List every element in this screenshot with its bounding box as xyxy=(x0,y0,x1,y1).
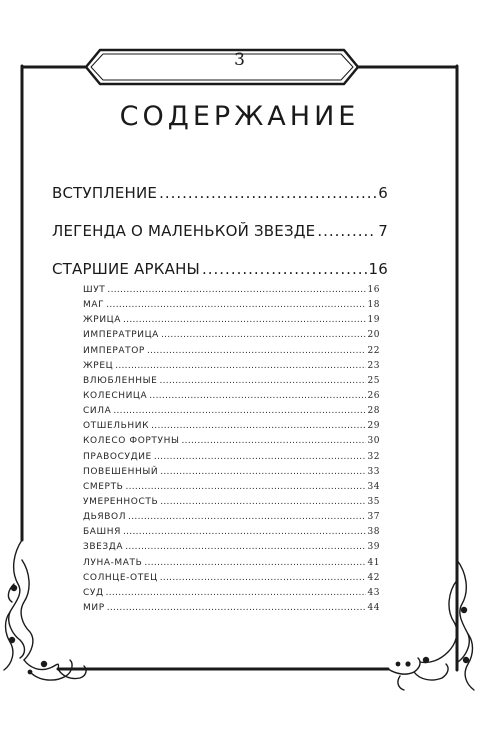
toc-arcana-list xyxy=(83,284,380,617)
toc-subentry[interactable] xyxy=(83,329,380,344)
toc-subentry[interactable] xyxy=(83,405,380,420)
toc-entry-introduction[interactable] xyxy=(52,183,388,221)
toc-subentry-page: 34 xyxy=(367,481,380,492)
toc-subentry-page: 26 xyxy=(367,390,380,401)
toc-subentry-label: ЖРИЦА xyxy=(83,315,121,326)
dot-leader xyxy=(106,299,365,311)
toc-subentry[interactable] xyxy=(83,314,380,329)
toc-entry-label: СТАРШИЕ АРКАНЫ xyxy=(52,260,200,278)
toc-subentry-label: ПОВЕШЕННЫЙ xyxy=(83,466,159,477)
toc-subentry-page: 22 xyxy=(367,345,380,356)
toc-subentry[interactable] xyxy=(83,375,380,390)
toc-subentry-page: 25 xyxy=(367,375,380,386)
toc-subentry-label: ЛУНА-МАТЬ xyxy=(83,557,143,568)
toc-subentry-label: МИР xyxy=(83,602,105,613)
toc-subentry-page: 30 xyxy=(367,436,380,447)
dot-leader xyxy=(147,345,366,357)
toc-subentry-page: 35 xyxy=(367,496,380,507)
toc-subentry-label: МАГ xyxy=(83,300,105,311)
toc-subentry-label: КОЛЕСНИЦА xyxy=(83,390,148,401)
toc-entry-label: ЛЕГЕНДА О МАЛЕНЬКОЙ ЗВЕЗДЕ xyxy=(52,222,316,240)
toc-subentry[interactable] xyxy=(83,511,380,526)
toc-subentry[interactable] xyxy=(83,466,380,481)
toc-subentry-label: ЗВЕЗДА xyxy=(83,542,124,553)
toc-entry-page: 6 xyxy=(378,184,388,202)
toc-subentry-page: 28 xyxy=(367,406,380,417)
dot-leader xyxy=(107,284,365,296)
toc-subentry[interactable] xyxy=(83,481,380,496)
toc-subentry-page: 29 xyxy=(367,421,380,432)
toc-subentry-page: 42 xyxy=(367,572,380,583)
toc-subentry[interactable] xyxy=(83,451,380,466)
dot-leader xyxy=(182,435,366,447)
toc-subentry-page: 39 xyxy=(367,542,380,553)
dot-leader xyxy=(161,329,366,341)
dot-leader xyxy=(317,221,376,241)
dot-leader xyxy=(106,587,366,599)
dot-leader xyxy=(151,420,365,432)
dot-leader xyxy=(125,541,365,553)
toc-subentry[interactable] xyxy=(83,420,380,435)
toc-subentry-label: ШУТ xyxy=(83,285,106,295)
toc-subentry[interactable] xyxy=(83,602,380,617)
bottom-left-ornament xyxy=(4,540,86,680)
toc-subentry[interactable] xyxy=(83,526,380,541)
bottom-right-ornament xyxy=(388,560,474,690)
toc-subentry-label: КОЛЕСО ФОРТУНЫ xyxy=(83,436,180,447)
toc-subentry-page: 32 xyxy=(367,451,380,462)
toc-subentry[interactable] xyxy=(83,360,380,375)
toc-subentry-page: 20 xyxy=(367,330,380,341)
dot-leader xyxy=(160,572,366,584)
toc-subentry[interactable] xyxy=(83,284,380,299)
dot-leader xyxy=(149,390,365,402)
toc-subentry-label: БАШНЯ xyxy=(83,527,121,538)
toc-subentry[interactable] xyxy=(83,572,380,587)
toc-main-list xyxy=(52,183,388,297)
toc-subentry[interactable] xyxy=(83,345,380,360)
toc-subentry-label: ИМПЕРАТРИЦА xyxy=(83,330,159,341)
toc-subentry-label: ЖРЕЦ xyxy=(83,360,114,371)
dot-leader xyxy=(160,496,365,508)
toc-subentry-page: 41 xyxy=(367,557,380,568)
toc-subentry[interactable] xyxy=(83,541,380,556)
page-number: 3 xyxy=(234,50,245,70)
toc-subentry-page: 38 xyxy=(367,527,380,538)
toc-entry-page: 16 xyxy=(368,260,388,278)
toc-subentry-page: 33 xyxy=(367,466,380,477)
dot-leader xyxy=(202,259,367,279)
toc-subentry-label: СУД xyxy=(83,587,104,598)
toc-subentry[interactable] xyxy=(83,557,380,572)
toc-subentry-page: 44 xyxy=(367,602,380,613)
toc-subentry-label: УМЕРЕННОСТЬ xyxy=(83,496,159,507)
toc-subentry[interactable] xyxy=(83,496,380,511)
toc-subentry-label: СИЛА xyxy=(83,406,112,417)
toc-subentry[interactable] xyxy=(83,587,380,602)
toc-subentry[interactable] xyxy=(83,435,380,450)
dot-leader xyxy=(128,511,365,523)
dot-leader xyxy=(115,360,365,372)
page-title: СОДЕРЖАНИЕ xyxy=(119,101,360,132)
dot-leader xyxy=(159,375,365,387)
toc-subentry-page: 23 xyxy=(367,360,380,371)
toc-subentry-label: СМЕРТЬ xyxy=(83,481,124,492)
dot-leader xyxy=(160,466,365,478)
toc-entry-legend[interactable] xyxy=(52,221,388,259)
toc-entry-label: ВСТУПЛЕНИЕ xyxy=(52,184,158,202)
toc-subentry-page: 37 xyxy=(367,512,380,523)
dot-leader xyxy=(123,314,366,326)
toc-subentry-label: ДЬЯВОЛ xyxy=(83,512,127,523)
dot-leader xyxy=(154,451,366,463)
dot-leader xyxy=(125,481,365,493)
toc-subentry-label: СОЛНЦЕ-ОТЕЦ xyxy=(83,572,158,583)
toc-subentry-label: ВЛЮБЛЕННЫЕ xyxy=(83,375,158,386)
toc-subentry[interactable] xyxy=(83,299,380,314)
dot-leader xyxy=(123,526,366,538)
toc-subentry-page: 18 xyxy=(367,300,380,311)
dot-leader xyxy=(113,405,365,417)
toc-subentry-page: 19 xyxy=(367,315,380,326)
dot-leader xyxy=(159,183,376,203)
toc-subentry-label: ПРАВОСУДИЕ xyxy=(83,451,152,462)
toc-subentry-page: 16 xyxy=(367,285,380,295)
toc-subentry-label: ИМПЕРАТОР xyxy=(83,345,145,356)
toc-subentry-page: 43 xyxy=(367,587,380,598)
toc-entry-page: 7 xyxy=(378,222,388,240)
toc-subentry-label: ОТШЕЛЬНИК xyxy=(83,421,150,432)
dot-leader xyxy=(107,602,366,614)
dot-leader xyxy=(144,557,365,569)
toc-subentry[interactable] xyxy=(83,390,380,405)
